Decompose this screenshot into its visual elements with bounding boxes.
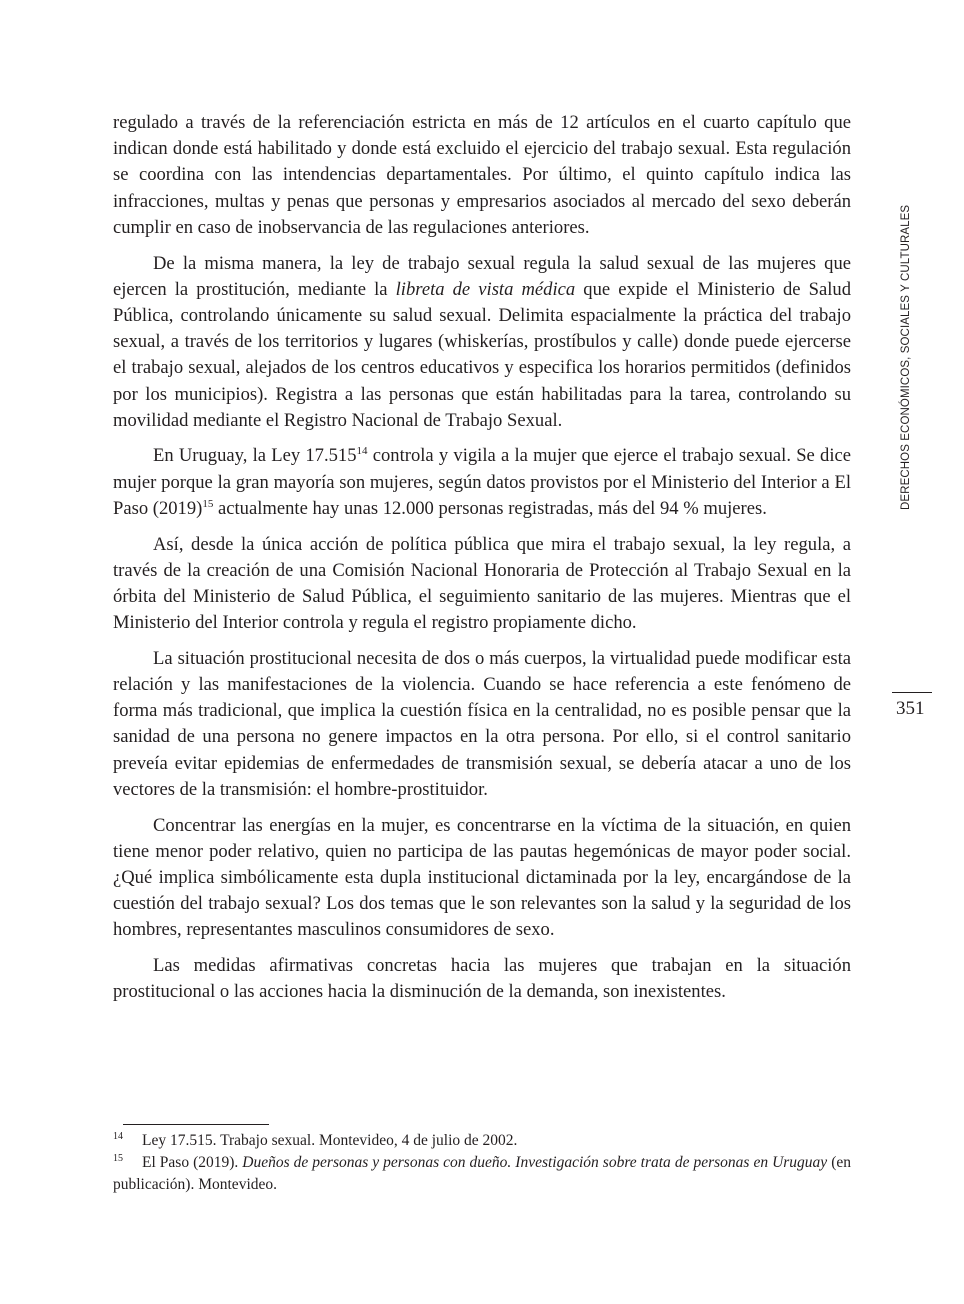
footnote-14-text: Ley 17.515. Trabajo sexual. Montevideo, 4 de julio de 2002. [142, 1132, 518, 1149]
footnote-15-text-b: (en publicación). Montevideo. [113, 1154, 851, 1193]
paragraph-2-text-b: que expide el Ministerio de Salud Pública, controlando únicamente su salud sexual. Delimita espacialmente la práctica del trabajo sexual, a través de los territorios y lugares (whiskerías, prostíbulos y calle) donde puede ejercerse el trabajo sexual, alejados de los centros educativos y especifica los horarios permitidos (definidos por los municipios). Registra a las personas que están habilitadas para la tarea, controlando su movilidad mediante el Registro Nacional de Trabajo Sexual. [113, 278, 852, 431]
footnote-15-text-a: El Paso (2019). [142, 1154, 243, 1171]
footnote-ref-14[interactable]: 14 [356, 445, 368, 458]
paragraph-1: regulado a través de la referenciación estricta en más de 12 artículos en el cuarto capítulo que indican donde está habilitado y donde está excluido el ejercicio del trabajo sexual. Esta regulación se coordina con las intendencias departamentales. Por último, el quinto capítulo indica las infracciones, multas y penas que personas y empresarios asociados al mercado del sexo deberán cumplir en caso de inobservancia de las regulaciones anteriores. [113, 112, 851, 238]
page-number: 351 [896, 698, 925, 719]
footnote-ref-15[interactable]: 15 [202, 497, 214, 510]
paragraph-2 [113, 251, 851, 434]
paragraph-7: Las medidas afirmativas concretas hacia las mujeres que trabajan en la situación prostitucional o las acciones hacia la disminución de la demanda, son inexistentes. [113, 955, 851, 1003]
footnote-separator [123, 1124, 269, 1125]
paragraph-2-italic: libreta de vista médica [395, 278, 576, 300]
body-text [113, 110, 851, 1015]
paragraph-3-text-c: actualmente hay unas 12.000 personas registradas, más del 94 % mujeres. [213, 497, 767, 519]
paragraph-4: Así, desde la única acción de política pública que mira el trabajo sexual, la ley regula, a través de la creación de una Comisión Nacional Honoraria de Protección al Trabajo Sexual en la órbita del Ministerio de Salud Pública, el seguimiento sanitario de las mujeres. Mientras que el Ministerio del Interior controla y regula el registro propiamente dicho. [113, 533, 851, 634]
paragraph-3-text-a: En Uruguay, la Ley 17.515 [153, 445, 357, 467]
paragraph-3 [113, 443, 851, 522]
running-head: DERECHOS ECONÓMICOS, SOCIALES Y CULTURALES [900, 204, 912, 510]
paragraph-5: La situación prostitucional necesita de dos o más cuerpos, la virtualidad puede modificar esta relación y las manifestaciones de la violencia. Cuando se hace referencia a este fenómeno de forma más tradicional, que implica la cuestión física en la centralidad, no es posible pensar que la sanidad de una persona no genere impactos en la otra persona. Por ello, si el control sanitario preveía evitar epidemias de enfermedades de transmisión sexual, se debería atacar a uno de los vectores de la transmisión: el hombre-prostituidor. [113, 647, 851, 800]
footnote-14: 14 Ley 17.515. Trabajo sexual. Montevideo, 4 de julio de 2002. [113, 1130, 518, 1149]
footnote-15-italic-title: Dueños de personas y personas con dueño. Investigación sobre trata de personas en Uruguay [242, 1154, 828, 1171]
paragraph-2-text-a: De la misma manera, la ley de trabajo sexual regula la salud sexual de las mujeres que ejercen la prostitución, mediante la [113, 252, 851, 300]
paragraph-6: Concentrar las energías en la mujer, es concentrarse en la víctima de la situación, en quien tiene menor poder relativo, quien no participa de las pautas hegemónicas de mayor poder social. ¿Qué implica simbólicamente esta dupla institucional dictaminada por la ley, encargándose de la cuestión del trabajo sexual? Los dos temas que le son relevantes son la salud y la seguridad de los hombres, representantes masculinos consumidores de sexo. [113, 814, 851, 941]
page-number-rule [892, 692, 932, 693]
paragraph-3-text-b: controla y vigila a la mujer que ejerce el trabajo sexual. Se dice mujer porque la gran mayoría son mujeres, según datos provistos por el Ministerio del Interior a El Paso (2019) [113, 445, 851, 519]
footnotes [113, 1130, 851, 1196]
footnote-15: 15 El Paso (2019). Dueños de personas y personas con dueño. Investigación sobre trata de personas en Uruguay (en publicación). Montevideo. [113, 1152, 851, 1193]
